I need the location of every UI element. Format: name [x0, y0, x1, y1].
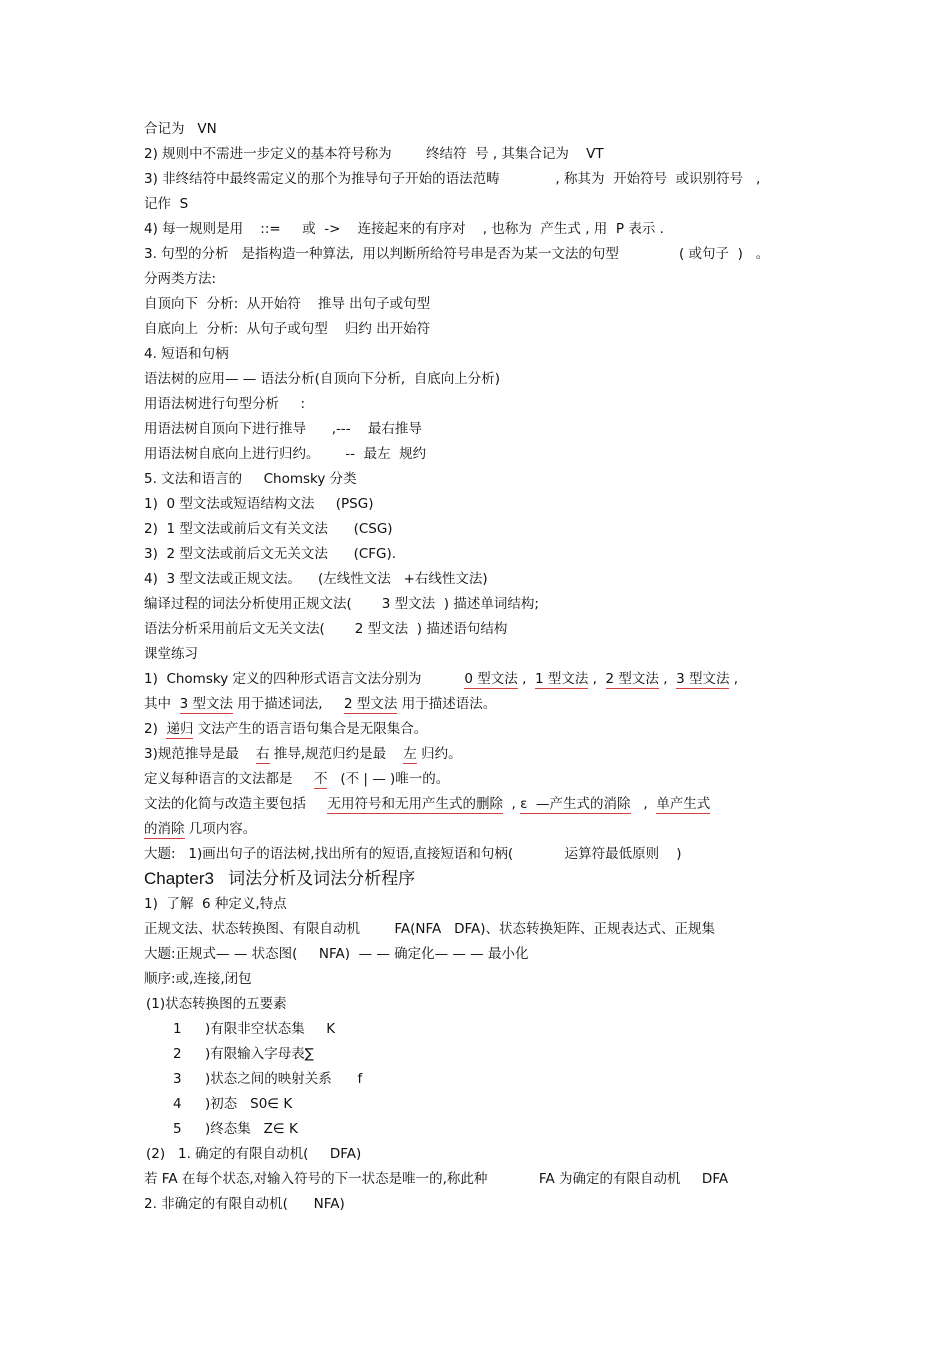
- answer: 单产生式: [656, 796, 711, 812]
- list-item: [173, 1020, 335, 1038]
- text-line: 语法树的应用— — 语法分析(自顶向下分析, 自底向上分析): [144, 371, 500, 387]
- text-line: 1) 了解 6 种定义,特点: [144, 896, 287, 912]
- text: ,: [729, 671, 739, 687]
- exercise-line-2: [144, 720, 427, 738]
- text: ,: [630, 796, 657, 812]
- list-item: [173, 1120, 298, 1138]
- text: 定义每种语言的文法都是: [144, 771, 314, 787]
- text-line: 用语法树自顶向下进行推导 ,--- 最右推导: [144, 421, 422, 437]
- item-text: )终态集 Z∈ K: [205, 1121, 298, 1137]
- text: 文法的化简与改造主要包括: [144, 796, 328, 812]
- text-line: 用语法树自底向上进行归约。 -- 最左 规约: [144, 446, 427, 462]
- list-item: [173, 1070, 362, 1088]
- answer: 无用符号和无用产生式的删除: [327, 796, 503, 812]
- text-line: 自顶向下 分析: 从开始符 推导 出句子或句型: [144, 296, 431, 312]
- item-number: 5: [173, 1121, 182, 1137]
- text-line: 编译过程的词法分析使用正规文法( 3 型文法 ) 描述单词结构;: [144, 596, 539, 612]
- item-text: )初态 S0∈ K: [205, 1096, 293, 1112]
- text: 推导,规范归约是最: [269, 746, 404, 762]
- text-line: 正规文法、状态转换图、有限自动机 FA(NFA DFA)、状态转换矩阵、正规表达式、正规集: [144, 921, 716, 937]
- text: 用于描述词法,: [232, 696, 345, 712]
- text-line: 语法分析采用前后文无关文法( 2 型文法 ) 描述语句结构: [144, 621, 508, 637]
- text-line: 3) 非终结符中最终需定义的那个为推导句子开始的语法范畴 , 称其为 开始符号 或识别符号 ,: [144, 171, 761, 187]
- text: 几项内容。: [184, 821, 257, 837]
- text: 用于描述语法。: [397, 696, 497, 712]
- answer: 3 型文法: [179, 696, 233, 712]
- text: ,: [658, 671, 677, 687]
- answer: 递归: [166, 721, 194, 737]
- text-line: 若 FA 在每个状态,对输入符号的下一状态是唯一的,称此种 FA 为确定的有限自动机 DFA: [144, 1171, 729, 1187]
- answer: 3 型文法: [676, 671, 730, 687]
- answer: 2 型文法: [344, 696, 398, 712]
- exercise-line-1b: [144, 695, 496, 713]
- answer: 0 型文法: [464, 671, 518, 687]
- text-line: 3. 句型的分析 是指构造一种算法, 用以判断所给符号串是否为某一文法的句型 ( 或句子 ) 。: [144, 246, 770, 262]
- list-item: [173, 1045, 314, 1063]
- text-line: 合记为 VN: [144, 121, 217, 137]
- item-text: )状态之间的映射关系 f: [205, 1071, 363, 1087]
- text-line: 4) 每一规则是用 ::= 或 -> 连接起来的有序对 , 也称为 产生式 , 用 P 表示 .: [144, 221, 664, 237]
- answer: 2 型文法: [605, 671, 659, 687]
- text-line: 记作 S: [144, 196, 189, 212]
- list-item: 3) 2 型文法或前后文无关文法 (CFG).: [144, 546, 397, 562]
- answer: 右: [256, 746, 270, 762]
- text-line: (2) 1. 确定的有限自动机( DFA): [146, 1146, 362, 1162]
- text: (不 | — )唯一的。: [327, 771, 450, 787]
- item-number: 2: [173, 1046, 182, 1062]
- text: 3)规范推导是最: [144, 746, 257, 762]
- text: 1) Chomsky 定义的四种形式语言文法分别为: [144, 671, 465, 687]
- text: 其中: [144, 696, 180, 712]
- list-item: 1) 0 型文法或短语结构文法 (PSG): [144, 496, 374, 512]
- text-line: 分两类方法:: [144, 271, 217, 287]
- list-item: 2) 1 型文法或前后文有关文法 (CSG): [144, 521, 393, 537]
- exercise-line-3: [144, 745, 462, 763]
- text: 文法产生的语言语句集合是无限集合。: [193, 721, 428, 737]
- answer: 左: [403, 746, 417, 762]
- exercise-line-4: [144, 770, 449, 788]
- text: ,: [502, 796, 521, 812]
- item-number: 3: [173, 1071, 182, 1087]
- text-line: 2. 非确定的有限自动机( NFA): [144, 1196, 345, 1212]
- text-line: 自底向上 分析: 从句子或句型 归约 出开始符: [144, 321, 431, 337]
- text-line: 大题: 1)画出句子的语法树,找出所有的短语,直接短语和句柄( 运算符最低原则 ): [144, 846, 682, 862]
- text-line: (1)状态转换图的五要素: [146, 996, 287, 1012]
- answer: 不: [313, 771, 328, 787]
- list-item: 4) 3 型文法或正规文法。 (左线性文法 +右线性文法): [144, 571, 488, 587]
- text: ,: [517, 671, 535, 687]
- answer: 1 型文法: [534, 671, 589, 687]
- text: ,: [588, 671, 606, 687]
- section-heading: 课堂练习: [144, 646, 198, 662]
- section-heading: 5. 文法和语言的 Chomsky 分类: [144, 471, 357, 487]
- exercise-line-5: [144, 795, 710, 813]
- text-line: 2) 规则中不需进一步定义的基本符号称为 终结符 号 , 其集合记为 VT: [144, 146, 604, 162]
- text-line: 用语法树进行句型分析 :: [144, 396, 306, 412]
- item-text: )有限输入字母表∑: [205, 1046, 314, 1062]
- text: 2): [144, 721, 167, 737]
- text-line: 顺序:或,连接,闭包: [144, 971, 252, 987]
- exercise-line-5b: [144, 820, 256, 838]
- text: 归约。: [416, 746, 462, 762]
- list-item: [173, 1095, 292, 1113]
- section-heading: 4. 短语和句柄: [144, 346, 229, 362]
- item-number: 1: [173, 1021, 182, 1037]
- item-text: )有限非空状态集 K: [205, 1021, 336, 1037]
- answer: ε —产生式的消除: [520, 796, 631, 812]
- text-line: 大题:正规式— — 状态图( NFA) — — 确定化— — — 最小化: [144, 946, 529, 962]
- item-number: 4: [173, 1096, 182, 1112]
- exercise-line-1: [144, 670, 738, 688]
- chapter-title: Chapter3 词法分析及词法分析程序: [144, 869, 416, 888]
- answer: 的消除: [144, 821, 185, 837]
